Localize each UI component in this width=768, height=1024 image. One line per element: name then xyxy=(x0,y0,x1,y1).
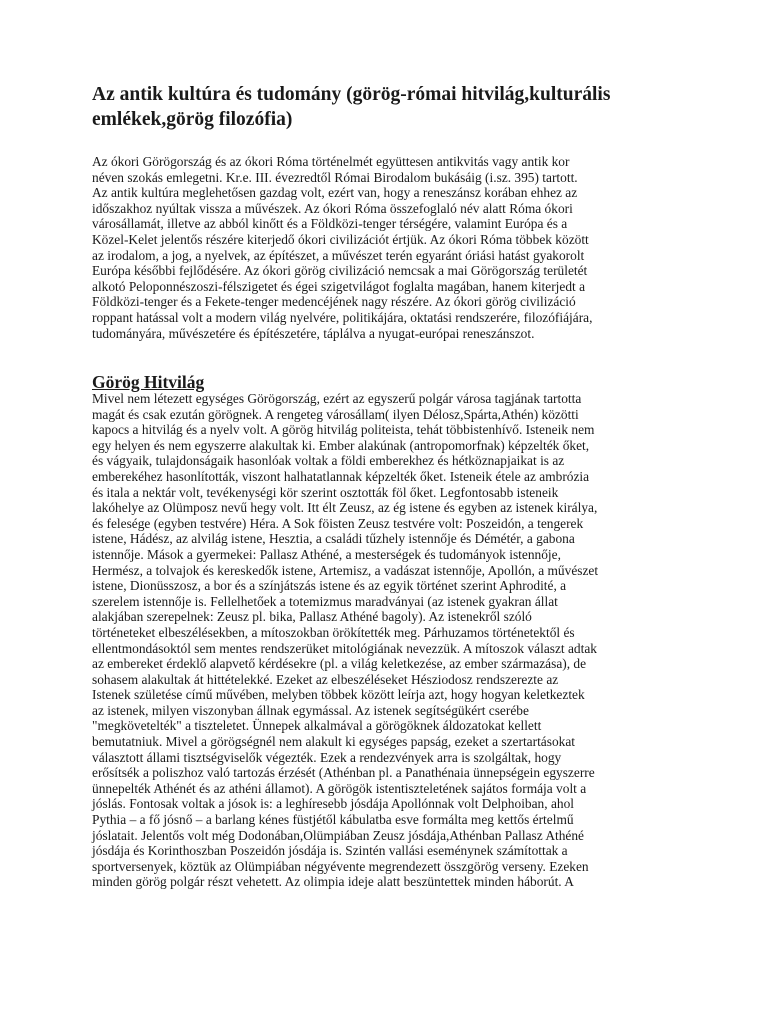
document-title xyxy=(92,82,692,132)
text-line: történeteket elbeszélésekben, a mítoszokban örökítették meg. Párhuzamos történetektől és xyxy=(92,624,575,640)
text-line: városállamát, illetve az abból kinőtt és a Földközi-tenger térségére, valamint Európa és a xyxy=(92,216,568,232)
text-line: istene, Hádész, az alvilág istene, Hesztia, a családi tűzhely istennője és Démétér, a gabona xyxy=(92,531,575,547)
text-line: alkotó Peloponnészoszi-félszigetet és égei szigetvilágot foglalta magában, hanem kiterjedt a xyxy=(92,278,586,294)
text-line: az embereket érdeklő alapvető kérdésekre (pl. a világ keletkezése, az ember származása), de xyxy=(92,656,587,672)
text-line: szerelem istennője is. Fellelhetőek a totemizmus maradványai (az istenek gyakran állat xyxy=(92,593,558,609)
text-line: Mivel nem létezett egységes Görögország, ezért az egyszerű polgár városa tagjának tartotta xyxy=(92,391,582,406)
intro-paragraph xyxy=(92,154,672,341)
text-line: és vágyaik, tulajdonságaik hasonlóak voltak a földi emberekhez és hétköznapjaikat is az xyxy=(92,453,565,469)
text-line: roppant hatással volt a modern világ nyelvére, politikájára, oktatási rendszerére, filozófiájára, xyxy=(92,309,593,325)
text-line: jósdája és Korinthoszban Poszeidón jósdája is. Szintén vallási eseménynek számítottak a xyxy=(92,843,568,859)
text-line: egy helyen és nem egyszerre alakultak ki. Ember alakúnak (antropomorfnak) képzelték őket, xyxy=(92,437,590,453)
text-line: minden görög polgár részt vehetett. Az olimpia ideje alatt beszüntettek minden háborút. A xyxy=(92,874,574,890)
text-line: választott állami tisztségviselők végezték. Ezek a rendezvények arra is szolgáltak, hogy xyxy=(92,749,562,765)
text-line: "megkövetelték" a tiszteletet. Ünnepek alkalmával a görögöknek áldozatokat kellett xyxy=(92,718,542,734)
text-line: néven szokás emlegetni. Kr.e. III. évezredtől Római Birodalom bukásáig (i.sz. 395) tartott. xyxy=(92,169,578,185)
text-line: Földközi-tenger és a Fekete-tenger medencéjének nagy részére. Az ókori görög civilizáció xyxy=(92,294,576,310)
section-heading: Görög Hitvilág xyxy=(92,372,205,392)
text-line: lakóhelye az Olümposz nevű hegy volt. Itt élt Zeusz, az ég istene és egyben az istenek királya, xyxy=(92,500,598,516)
text-line: Pythia – a fő jósnő – a barlang kénes füstjétől kábulatba esve formálta meg kettős értelmű xyxy=(92,812,574,828)
text-line: Az antik kultúra meglehetősen gazdag volt, ezért van, hogy a reneszánsz korában ehhez az xyxy=(92,185,578,201)
title-line: Az antik kultúra és tudomány (görög-római hitvilág,kulturális xyxy=(92,84,611,105)
text-line: sportversenyek, köztük az Olümpiában négyévente megrendezett összgörög verseny. Ezeken xyxy=(92,858,589,874)
text-line: és felesége (egyben testvére) Héra. A Sok föisten Zeusz testvére volt: Poszeidón, a tengerek xyxy=(92,515,584,531)
text-line: ellentmondásoktól sem mentes rendszerüket mitológiának nevezzük. A mítoszok választ adtak xyxy=(92,640,597,656)
text-line: istene, Dionüsszosz, a bor és a színjátszás istene és az egyik történet szerint Aphrodité, a xyxy=(92,578,567,594)
text-line: sohasem alakultak át hittételekké. Ezeket az elbeszéléseket Hésziodosz rendszerezte az xyxy=(92,671,559,687)
text-line: emberekéhez hasonlították, viszont halhatatlannak képzelték őket. Isteneik étele az ambrózia xyxy=(92,468,590,484)
text-line: jóslás. Fontosak voltak a jósok is: a leghíresebb jósdája Apollónnak volt Delphoiban, ahol xyxy=(92,796,574,812)
text-line: Hermész, a tolvajok és kereskedők istene, Artemisz, a vadászat istennője, Apollón, a művészet xyxy=(92,562,599,578)
title-line: emlékek,görög filozófia) xyxy=(92,109,293,130)
text-line: időszakhoz nyúltak vissza a művészek. Az ókori Róma összefoglaló név alatt Róma ókori xyxy=(92,200,573,216)
text-line: Európa későbbi fejlődésére. Az ókori görög civilizáció nemcsak a mai Görögország területét xyxy=(92,263,588,279)
section-paragraph xyxy=(92,391,672,890)
text-line: az istenek, milyen viszonyban állnak egymással. Az istenek segítségükért cserébe xyxy=(92,702,529,718)
text-line: Az ókori Görögország és az ókori Róma történelmét együttesen antikvitás vagy antik kor xyxy=(92,154,570,169)
text-line: bemutatniuk. Mivel a görögségnél nem alakult ki egységes papság, ezeket a szertartásokat xyxy=(92,734,576,750)
text-line: erősítsék a poliszhoz való tartozás érzését (Athénban pl. a Panathénaia ünnepségein egyszerre xyxy=(92,765,595,781)
text-line: magát és csak ezután görögnek. A rengeteg városállam( ilyen Délosz,Spárta,Athén) közötti xyxy=(92,406,579,422)
text-line: Istenek születése című művében, melyben többek között leírja azt, hogy hogyan keletkeztek xyxy=(92,687,585,703)
text-line: alakjában szerepelnek: Zeusz pl. bika, Pallasz Athéné bagoly). Az istenekről szóló xyxy=(92,609,532,625)
text-line: ünnepelték Athénét és az athéni államot). A görögök istentiszteletének sajátos formája volt a xyxy=(92,780,587,796)
text-line: tudományára, művészetére és építészetére, táplálva a nyugat-európai reneszánszot. xyxy=(92,325,535,341)
text-line: Közel-Kelet jelentős részére kiterjedő ókori civilizációt értjük. Az ókori Róma többek között xyxy=(92,231,589,247)
text-line: istennője. Mások a gyermekei: Pallasz Athéné, a mesterségek és tudományok istennője, xyxy=(92,546,561,562)
text-line: jóslatait. Jelentős volt még Dodonában,Olümpiában Zeusz jósdája,Athénban Pallasz Athéné xyxy=(92,827,584,843)
text-line: kapocs a hitvilág és a nyelv volt. A görög hitvilág politeista, tehát többistenhívő. Isteneik nem xyxy=(92,422,595,438)
text-line: az irodalom, a jog, a nyelvek, az építészet, a művészet terén egyaránt óriási hatást gyakorolt xyxy=(92,247,585,263)
text-line: és itala a nektár volt, tevékenységi kör szerint osztották föl őket. Legfontosabb isteneik xyxy=(92,484,559,500)
